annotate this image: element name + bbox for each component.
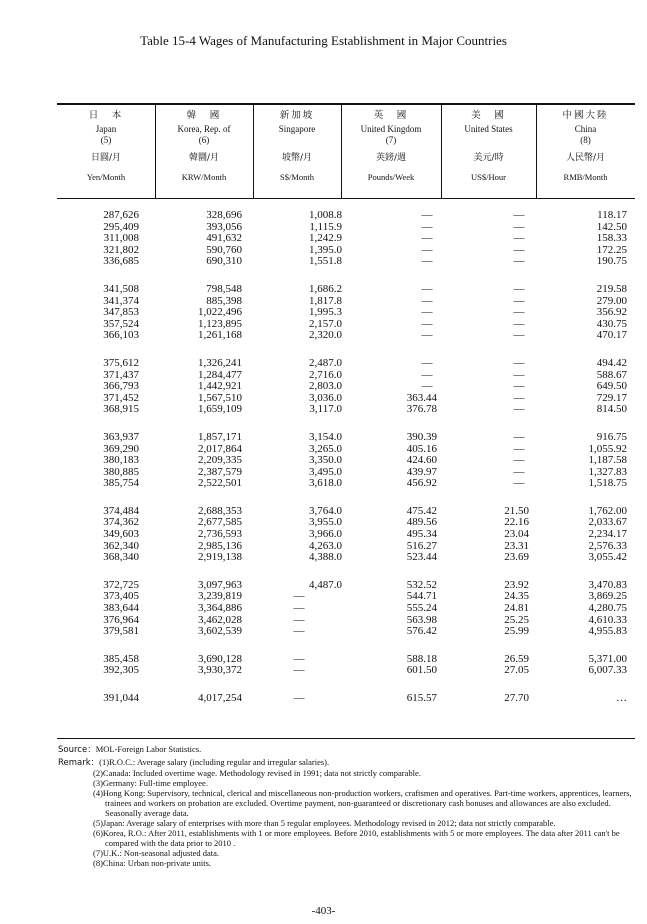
row-group (57, 693, 635, 705)
table-cell: 563.98 (406, 613, 437, 626)
header-japan: 日 本 Japan (5) 日圓/月 Yen/Month (86, 110, 126, 182)
remark-note: (3)Germany: Full-time employee. (93, 778, 208, 788)
table-row (57, 296, 635, 308)
table-cell: — (421, 329, 433, 342)
table-cell: 1,995.3 (309, 306, 342, 319)
table-row (57, 404, 635, 416)
table-cell: 26.59 (504, 652, 529, 665)
table-cell: 588.67 (596, 368, 627, 381)
table-cell: — (421, 282, 433, 295)
table-cell: 393,056 (206, 220, 242, 233)
table-row (57, 210, 635, 222)
table-cell: 489.56 (406, 516, 437, 529)
table-cell: 356.92 (596, 306, 627, 319)
remark-note: Remark：(1)R.O.C.: Average salary (including regular and irregular salaries). (58, 757, 330, 768)
notes (58, 744, 638, 868)
table-row (57, 615, 635, 627)
table-cell: 373,405 (103, 590, 139, 603)
table-cell: 4,388.0 (309, 551, 342, 564)
page-number: -403- (311, 905, 336, 917)
table-cell: 380,885 (103, 465, 139, 478)
table-cell: 1,055.92 (588, 442, 627, 455)
table-cell: 494.42 (596, 356, 627, 369)
table-cell: 118.17 (597, 209, 627, 221)
table-cell: 295,409 (103, 220, 139, 233)
table-cell: 21.50 (504, 504, 529, 517)
table-cell: — (513, 232, 525, 245)
remark-note: (5)Japan: Average salary of enterprises with more than 5 regular employees. Methodology revised in 2012; data not strictly comparable. (93, 818, 556, 828)
table-body (57, 210, 635, 721)
table-cell: 279.00 (596, 294, 627, 307)
top-rule (57, 103, 635, 105)
source-note: Source：MOL-Foreign Labor Statistics. (58, 744, 202, 755)
table-cell: 27.05 (504, 664, 529, 677)
table-cell: 2,688,353 (198, 504, 242, 517)
table-row (57, 381, 635, 393)
table-cell: — (513, 430, 525, 443)
header-rule (57, 198, 635, 199)
table-cell: 1,395.0 (309, 243, 342, 256)
table-row (57, 233, 635, 245)
table-cell: 371,452 (103, 391, 139, 404)
remark-note: (2)Canada: Included overtime wage. Methodology revised in 1991; data not strictly comparable. (93, 768, 421, 778)
table-cell: 374,484 (103, 504, 139, 517)
table-cell: 1,857,171 (198, 430, 242, 443)
table-cell: 24.81 (504, 602, 529, 615)
table-cell: 372,725 (103, 578, 139, 591)
table-cell: 470.17 (596, 329, 627, 342)
table-cell: 349,603 (103, 528, 139, 541)
table-cell: 615.57 (406, 692, 437, 704)
table-cell: 2,157.0 (309, 317, 342, 330)
table-cell: 374,362 (103, 516, 139, 529)
table-cell: 376,964 (103, 613, 139, 626)
table-cell: — (421, 209, 433, 221)
table-cell: — (293, 625, 305, 638)
table-cell: 357,524 (103, 317, 139, 330)
table-cell: 1,762.00 (588, 504, 627, 517)
table-cell: 885,398 (206, 294, 242, 307)
table-cell: 2,387,579 (198, 465, 242, 478)
table-cell: 1,686.2 (309, 282, 342, 295)
table-cell: — (421, 220, 433, 233)
row-group (57, 358, 635, 416)
table-cell: 219.58 (596, 282, 627, 295)
table-row (57, 432, 635, 444)
row-group (57, 432, 635, 490)
table-cell: 690,310 (206, 255, 242, 268)
table-cell: — (293, 613, 305, 626)
bottom-rule (57, 738, 635, 739)
table-cell: 1,817.8 (309, 294, 342, 307)
table-cell: 158.33 (596, 232, 627, 245)
table-cell: — (421, 306, 433, 319)
table-cell: 4,017,254 (198, 692, 242, 704)
table-cell: 1,326,241 (198, 356, 242, 369)
table-cell: — (513, 255, 525, 268)
table-cell: 576.42 (406, 625, 437, 638)
table-cell: 190.75 (596, 255, 627, 268)
table-cell: 328,696 (206, 209, 242, 221)
table-row (57, 517, 635, 529)
table-cell: — (421, 317, 433, 330)
table-row (57, 330, 635, 342)
row-group (57, 654, 635, 677)
table-cell: 814.50 (596, 403, 627, 416)
table-cell: 2,234.17 (588, 528, 627, 541)
table-cell: 3,470.83 (588, 578, 627, 591)
table-cell: 369,290 (103, 442, 139, 455)
table-cell: 3,764.0 (309, 504, 342, 517)
table-cell: — (513, 454, 525, 467)
table-row (57, 370, 635, 382)
table-cell: 27.70 (504, 692, 529, 704)
table-cell: 341,374 (103, 294, 139, 307)
table-cell: 1,567,510 (198, 391, 242, 404)
table-row (57, 626, 635, 638)
table-cell: 368,915 (103, 403, 139, 416)
table-cell: 2,522,501 (198, 477, 242, 490)
table-cell: 341,508 (103, 282, 139, 295)
remark-note: (6)Korea, R.O.: After 2011, establishments with 1 or more employees. Before 2010, establishments with 5 or more employees. The data after 2011 can't be compared with the data prior to 2010 . (93, 828, 620, 848)
table-cell: 6,007.33 (588, 664, 627, 677)
table-row (57, 693, 635, 705)
table-cell: 2,716.0 (309, 368, 342, 381)
table-cell: 3,495.0 (309, 465, 342, 478)
table-cell: 366,103 (103, 329, 139, 342)
table-cell: 1,659,109 (198, 403, 242, 416)
table-cell: 23.31 (504, 539, 529, 552)
table-cell: — (513, 306, 525, 319)
table-cell: 555.24 (406, 602, 437, 615)
table-cell: 456.92 (406, 477, 437, 490)
table-cell: 3,350.0 (309, 454, 342, 467)
table-cell: 2,985,136 (198, 539, 242, 552)
table-cell: 544.71 (406, 590, 437, 603)
remark-note: (4)Hong Kong: Supervisory, technical, clerical and miscellaneous non-production workers, craftsmen and operatives. Part-time workers, apprentices, learners, trainees and workers on probation are excluded. Overtime payment, non-guaranteed or discretionary cash bonuses and allowances are also excluded. Seasonally average data. (93, 788, 632, 818)
table-cell: 532.52 (406, 578, 437, 591)
table-cell: — (421, 294, 433, 307)
table-cell: 321,802 (103, 243, 139, 256)
table-cell: 2,736,593 (198, 528, 242, 541)
table-cell: — (513, 356, 525, 369)
table-cell: — (513, 403, 525, 416)
table-cell: 379,581 (103, 625, 139, 638)
table-cell: — (513, 294, 525, 307)
table-cell: — (513, 220, 525, 233)
header-united-kingdom: 英 國 United Kingdom (7) 英鎊/週 Pounds/Week (360, 110, 422, 182)
table-cell: — (421, 232, 433, 245)
table-cell: 23.04 (504, 528, 529, 541)
table-cell: 424.60 (406, 454, 437, 467)
header-korea: 韓 國 Korea, Rep. of (6) 韓圜/月 KRW/Month (177, 110, 231, 182)
header-china: 中國大陸 China (8) 人民幣/月 RMB/Month (562, 110, 609, 182)
table-cell: 475.42 (406, 504, 437, 517)
table-cell: 385,754 (103, 477, 139, 490)
table-cell: 2,919,138 (198, 551, 242, 564)
table-cell: — (513, 465, 525, 478)
table-cell: 2,803.0 (309, 380, 342, 393)
table-row (57, 541, 635, 553)
table-cell: 287,626 (103, 209, 139, 221)
table-cell: — (421, 368, 433, 381)
table-cell: 601.50 (406, 664, 437, 677)
table-cell: 3,055.42 (588, 551, 627, 564)
table-cell: 3,364,886 (198, 602, 242, 615)
table-row (57, 319, 635, 331)
table-row (57, 284, 635, 296)
table-row (57, 603, 635, 615)
table-cell: 3,602,539 (198, 625, 242, 638)
table-cell: 385,458 (103, 652, 139, 665)
table-cell: 729.17 (596, 391, 627, 404)
table-cell: 1,187.58 (588, 454, 627, 467)
table-cell: 311,008 (103, 232, 139, 245)
table-cell: 2,017,864 (198, 442, 242, 455)
table-cell: 142.50 (596, 220, 627, 233)
table-cell: 336,685 (103, 255, 139, 268)
table-cell: — (293, 652, 305, 665)
table-cell: 23.69 (504, 551, 529, 564)
table-row (57, 665, 635, 677)
table-cell: 363,937 (103, 430, 139, 443)
table-cell: — (513, 368, 525, 381)
table-cell: 3,154.0 (309, 430, 342, 443)
table-cell: 1,022,496 (198, 306, 242, 319)
table-row (57, 307, 635, 319)
table-cell: 362,340 (103, 539, 139, 552)
table-row (57, 552, 635, 564)
table-cell: 3,869.25 (588, 590, 627, 603)
table-cell: — (421, 243, 433, 256)
table-cell: 405.16 (406, 442, 437, 455)
table-cell: 24.35 (504, 590, 529, 603)
table-cell: 1,123,895 (198, 317, 242, 330)
table-cell: 3,930,372 (198, 664, 242, 677)
table-cell: — (421, 380, 433, 393)
table-cell: 430.75 (596, 317, 627, 330)
table-cell: 3,097,963 (198, 578, 242, 591)
table-cell: 1,442,921 (198, 380, 242, 393)
table-cell: 3,036.0 (309, 391, 342, 404)
row-group (57, 580, 635, 638)
table-row (57, 245, 635, 257)
table-cell: 390.39 (406, 430, 437, 443)
table-cell: — (513, 391, 525, 404)
table-cell: 368,340 (103, 551, 139, 564)
table-cell: 4,610.33 (588, 613, 627, 626)
table-cell: 649.50 (596, 380, 627, 393)
table-cell: 3,955.0 (309, 516, 342, 529)
table-cell: 376.78 (406, 403, 437, 416)
table-row (57, 478, 635, 490)
table-cell: 3,618.0 (309, 477, 342, 490)
table-cell: 2,677,585 (198, 516, 242, 529)
table-cell: 590,760 (206, 243, 242, 256)
row-group (57, 506, 635, 564)
table-cell: 2,320.0 (309, 329, 342, 342)
table-cell: 375,612 (103, 356, 139, 369)
table-cell: 3,966.0 (309, 528, 342, 541)
table-cell: … (616, 692, 627, 704)
table-cell: 2,487.0 (309, 356, 342, 369)
table-cell: — (421, 356, 433, 369)
table-cell: 1,242.9 (309, 232, 342, 245)
table-cell: 371,437 (103, 368, 139, 381)
table-cell: 1,327.83 (588, 465, 627, 478)
row-group (57, 284, 635, 342)
table-cell: 347,853 (103, 306, 139, 319)
table-cell: 366,793 (103, 380, 139, 393)
table-cell: 5,371.00 (588, 652, 627, 665)
table-cell: 3,117.0 (309, 403, 342, 416)
table-row (57, 529, 635, 541)
table-cell: 383,644 (103, 602, 139, 615)
table-cell: 495.34 (406, 528, 437, 541)
table-cell: 23.92 (504, 578, 529, 591)
table-cell: 1,115.9 (309, 220, 342, 233)
table-cell: — (293, 692, 305, 704)
table-cell: 798,548 (206, 282, 242, 295)
table-row (57, 591, 635, 603)
table-cell: 25.99 (504, 625, 529, 638)
table-title: Table 15-4 Wages of Manufacturing Establishment in Major Countries (140, 33, 507, 48)
table-cell: 916.75 (596, 430, 627, 443)
table-cell: 363.44 (406, 391, 437, 404)
table-row (57, 222, 635, 234)
table-cell: 1,008.8 (309, 209, 342, 221)
table-cell: 3,462,028 (198, 613, 242, 626)
row-group (57, 210, 635, 268)
table-cell: 25.25 (504, 613, 529, 626)
table-cell: 1,261,168 (198, 329, 242, 342)
table-cell: 4,487.0 (309, 578, 342, 591)
table-cell: — (513, 243, 525, 256)
table-cell: — (421, 255, 433, 268)
table-cell: 4,955.83 (588, 625, 627, 638)
remark-note: (7)U.K.: Non-seasonal adjusted data. (93, 848, 220, 858)
table-cell: 2,033.67 (588, 516, 627, 529)
table-cell: 439.97 (406, 465, 437, 478)
table-cell: 172.25 (596, 243, 627, 256)
table-cell: 22.16 (504, 516, 529, 529)
table-cell: 4,263.0 (309, 539, 342, 552)
table-row (57, 580, 635, 592)
table-cell: — (293, 590, 305, 603)
table-cell: 1,518.75 (588, 477, 627, 490)
table-cell: — (293, 602, 305, 615)
table-cell: 588.18 (406, 652, 437, 665)
table-header (57, 110, 635, 196)
header-united-states: 美 國 United States 美元/時 US$/Hour (464, 110, 513, 182)
table-row (57, 256, 635, 268)
table-cell: — (513, 477, 525, 490)
table-cell: — (513, 329, 525, 342)
table-cell: 4,280.75 (588, 602, 627, 615)
table-row (57, 393, 635, 405)
table-cell: — (513, 442, 525, 455)
table-row (57, 455, 635, 467)
table-cell: — (513, 380, 525, 393)
table-cell: — (513, 317, 525, 330)
table-cell: 3,239,819 (198, 590, 242, 603)
table-row (57, 467, 635, 479)
table-row (57, 444, 635, 456)
table-row (57, 654, 635, 666)
table-cell: 2,576.33 (588, 539, 627, 552)
table-row (57, 358, 635, 370)
table-row (57, 506, 635, 518)
table-cell: 1,551.8 (309, 255, 342, 268)
table-cell: 523.44 (406, 551, 437, 564)
table-cell: 516.27 (406, 539, 437, 552)
table-cell: 392,305 (103, 664, 139, 677)
table-cell: 3,265.0 (309, 442, 342, 455)
table-cell: 491,632 (206, 232, 242, 245)
table-cell: 2,209,335 (198, 454, 242, 467)
table-cell: 391,044 (103, 692, 139, 704)
remark-note: (8)China: Urban non-private units. (93, 858, 212, 868)
table-cell: — (513, 209, 525, 221)
table-cell: 3,690,128 (198, 652, 242, 665)
table-cell: 1,284,477 (198, 368, 242, 381)
table-cell: — (513, 282, 525, 295)
table-cell: — (293, 664, 305, 677)
header-singapore: 新加坡 Singapore 坡幣/月 S$/Month (278, 110, 316, 182)
table-cell: 380,183 (103, 454, 139, 467)
